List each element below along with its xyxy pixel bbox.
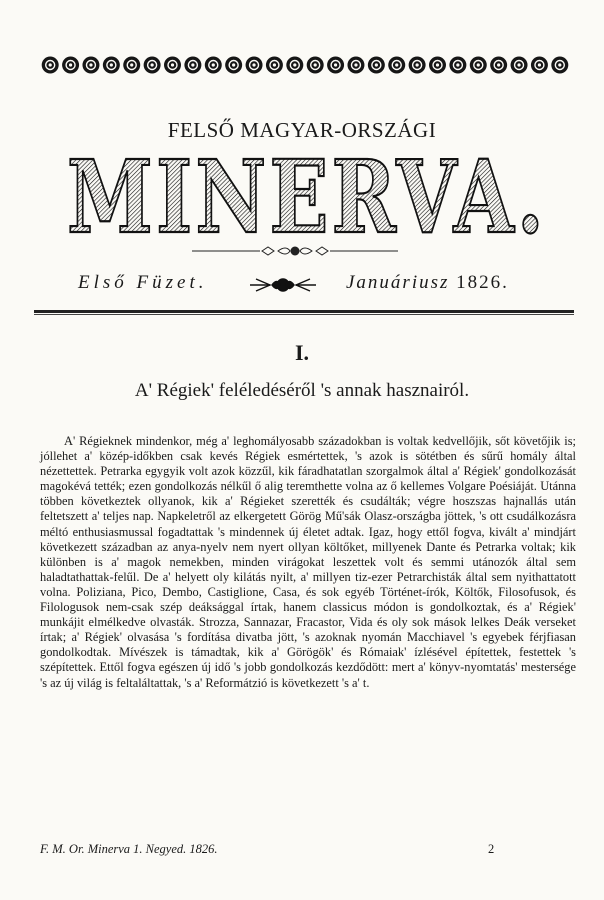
rosette-center-icon [69, 63, 72, 66]
rosette-center-icon [252, 63, 255, 66]
rosette-center-icon [395, 63, 398, 66]
section-number: I. [294, 340, 310, 365]
body-paragraph: A' Régieknek mindenkor, még a' leghomályosabb századokban is voltak kedvellőjik, sőt követőjik is; jóllehet a' közép-időkben csak kevés Régiek esmértettek, 's azok is sötétben és sűrű homály által nézettettek. Petrarka egygyik volt azok közzűl, kik fáradhatatlan szorgalmok által a' Régiek' gondolkozását magokévá tették; ezen gondolkozás nélkűl ő alig teremthette volna az ő kellemes Volgare Poésiáját. Utánna többen következtek ollyanok, kik a' Régieket szerették és csudálták; végre hoszszas hajnallás után feltetszett a' teljes nap. Napkeletről az elkergetett Görög Mű'sák Olasz-országba jöttek, 's ott csudálkozásra méltó enthusiasmussal fogadtattak 's mindennek új életet adtak. Igaz, hogy ettől fogva, kivált a' mindjárt következett században az anya-nyelv nem nyert ollyan költőket, millyenek Dante és Petrarka voltak; kik különben is a' magok nemekben, minden virágokat leszettek volt és semmi utánozók által sem haladtathattak-felűl. De a' helyett oly kilátás nyilt, a' millyen tiz-ezer Petrarchisták által sem nyithattatott volna. Poliziana, Pico, Dembo, Castiglione, Casa, és sok egyéb Történet-írók, Költők, Filosofusok, és Filologusok nem-csak szép deáksággal írtak, hanem classicus módon is gondolkoztak, és a' Régiek' munkájit elmélkedve olvasták. Strozza, Sannazar, Fracastor, Vida és oly sok mások lelkes Deák verseket írtak; a' Régiek' olvasása 's fordítása divatba jött, 's azoknak nyomán Macchiavel 's egyebek férjfiasan gondolkodtak. Mívészek is támadtak, kik a' Görögök' és Rómaiak' ízlésével építettek, festettek 's szépítettek. Ettől fogva egészen új idő 's jobb gondolkozás kezdődött: mert a' könyv-nyomtatás' mestersége 's az új világ is feltaláltattak, 's a' Reformátzió is következett 's a' t. [40, 434, 576, 690]
rosette-center-icon [416, 63, 419, 66]
rosette-center-icon [354, 63, 357, 66]
rosette-center-icon [334, 63, 337, 66]
rosette-center-icon [517, 63, 520, 66]
signature-line: F. M. Or. Minerva 1. Negyed. 1826. [40, 842, 218, 856]
issue-year: 1826. [456, 272, 509, 293]
issue-line [60, 272, 530, 302]
rosette-center-icon [375, 63, 378, 66]
rosette-center-icon [171, 63, 174, 66]
issue-label: Első Füzet. [78, 272, 208, 293]
rosette-center-icon [273, 63, 276, 66]
rosette-center-icon [212, 63, 215, 66]
rosette-center-icon [497, 63, 500, 66]
rosette-center-icon [538, 63, 541, 66]
rosette-center-icon [293, 63, 296, 66]
divider-ornament-icon [190, 246, 400, 256]
masthead-title [62, 148, 552, 244]
rosette-center-icon [151, 63, 154, 66]
rosette-center-icon [436, 63, 439, 66]
masthead-subtitle: FELSŐ MAGYAR-ORSZÁGI [167, 118, 437, 142]
header-rule-thin [34, 314, 574, 315]
masthead-title-text: MINERVA. [67, 148, 547, 244]
rosette-center-icon [49, 63, 52, 66]
issue-date [346, 272, 509, 294]
header-rule [34, 310, 574, 313]
rosette-center-icon [191, 63, 194, 66]
rosette-center-icon [130, 63, 133, 66]
rosette-center-icon [110, 63, 113, 66]
fleuron-icon [248, 276, 318, 294]
rosette-center-icon [456, 63, 459, 66]
rosette-center-icon [232, 63, 235, 66]
article-body [40, 434, 576, 691]
issue-month: Januáriusz [346, 272, 450, 293]
page-number: 2 [488, 842, 495, 856]
rosette-center-icon [89, 63, 92, 66]
rosette-center-icon [558, 63, 561, 66]
article-title: A' Régiek' feléledéséről 's annak hasznairól. [134, 380, 470, 401]
rosette-center-icon [314, 63, 317, 66]
rosette-center-icon [477, 63, 480, 66]
rosette-border-icon [40, 54, 570, 76]
